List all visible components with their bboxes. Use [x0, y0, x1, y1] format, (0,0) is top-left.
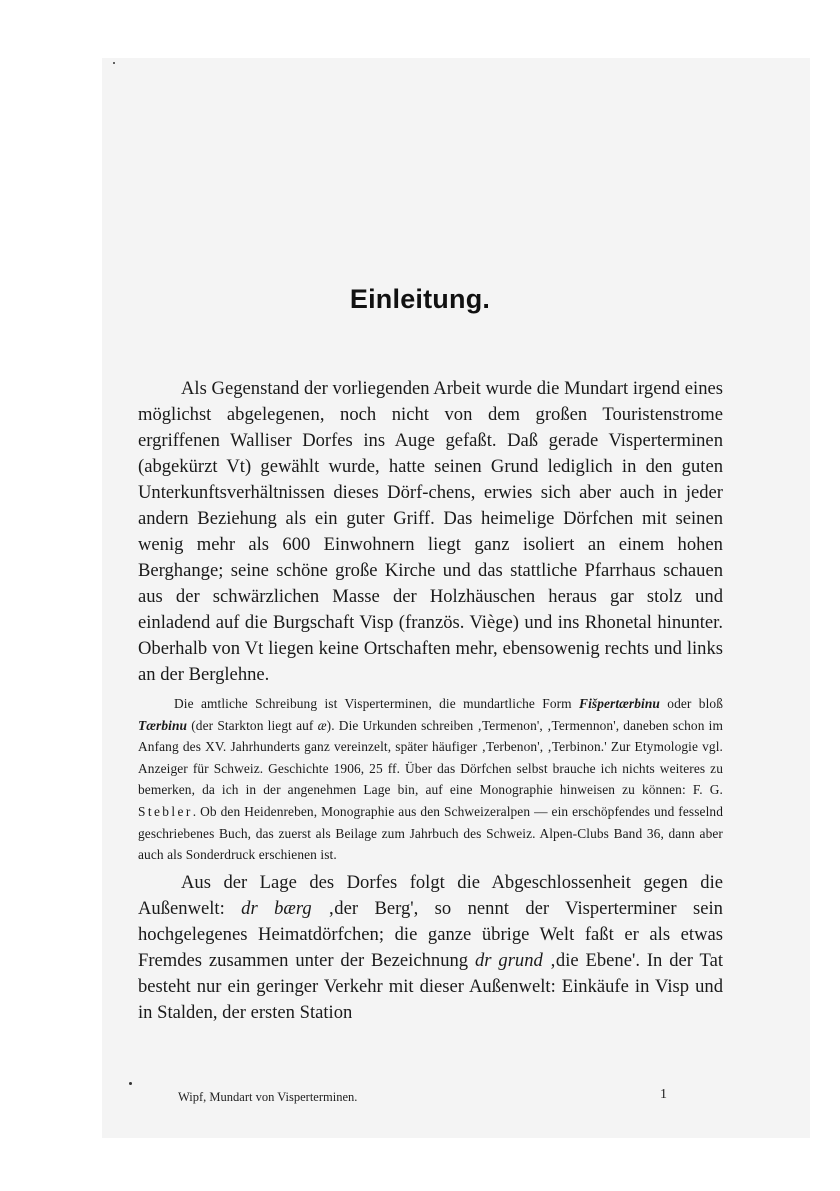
text-segment: Aus der Lage des Dorfes folgt die Abgeschlossenheit gegen die Außenwelt:	[138, 871, 723, 919]
text-line: und einladend auf die Burgschaft Visp (französ. Viège) und ins	[138, 586, 723, 633]
footnote-text: . Ob den Heidenreben, Monographie aus den Schweizeralpen — ein erschöpfendes und fesselnd geschriebenes Buch, das zuerst als Beilage zum Jahrbuch des Schweiz. Alpen-Clubs Band 36, dann aber auch als Sonderdruck erschienen ist.	[138, 803, 723, 863]
text-line: Grund lediglich in den guten Unterkunftsverhältnissen dieses Dörf-	[138, 456, 723, 503]
main-text	[138, 376, 723, 1026]
scan-speck	[113, 62, 115, 64]
text-segment: ‚der Berg', so nennt der Visperterminer sein hochgelegenes Heimatdörfchen; die ganze übrige Welt faßt er als etwas Fremdes zusammen unter der Bezeichnung	[138, 897, 723, 971]
paragraph-isolation	[138, 870, 723, 1026]
footnote-text: ). Die Urkunden schreiben ‚Termenon', ‚Termennon', daneben schon im Anfang des XV. Jahrhunderts ganz vereinzelt, später häufiger ‚Terbenon', ‚Terbinon.' Zur Etymologie vgl. Anzeiger für Schweiz. Geschichte 1906, 25 ff. Über das Dörfchen selbst brauche ich nichts weiteres zu bemerken, da ich in der angenehmen Lage bin, auf eine Monographie hinweisen zu können: F. G.	[138, 717, 723, 798]
text-line: irgend eines möglichst abgelegenen, noch nicht von dem großen	[138, 378, 723, 425]
running-footer: Wipf, Mundart von Visperterminen.	[178, 1090, 358, 1104]
text-line: aus der schwärzlichen Masse der Holzhäuschen heraus gar stolz	[138, 586, 682, 607]
text-line: Als Gegenstand der vorliegenden Arbeit wurde die Mundart	[181, 378, 629, 399]
footnote-text: Die amtliche Schreibung ist Visperterminen, die mundartliche Form	[174, 696, 572, 711]
text-segment: ‚die Ebene'. In der Tat besteht nur ein geringer Verkehr mit dieser Außenwelt: Einkäufe in Visp und in Stalden, der ersten Station	[138, 949, 723, 1023]
dialect-word: Tærbinu	[138, 717, 188, 733]
footnote-text: oder bloß	[667, 696, 724, 711]
text-line: seine schöne große Kirche und das stattliche Pfarrhaus schauen	[230, 560, 723, 581]
page-number: 1	[660, 1087, 667, 1102]
dialect-word: dr grund	[474, 949, 543, 971]
text-line: guter Griff. Das heimelige Dörfchen mit seinen wenig mehr als	[138, 508, 724, 555]
text-line: gerade Visperterminen (abgekürzt Vt) gewählt wurde, hatte seinen	[138, 430, 723, 477]
dialect-word: Fišpertærbinu	[579, 696, 660, 711]
page-title: Einleitung.	[349, 284, 491, 314]
text-line: 600 Einwohnern liegt ganz isoliert an einem hohen Berghange;	[138, 534, 723, 581]
dialect-letter: æ	[317, 717, 327, 733]
footnote-text: (der Starkton liegt auf	[191, 717, 314, 733]
text-line: mehr, ebensowenig rechts und links an der Berglehne.	[138, 638, 723, 685]
text-line: chens, erwies sich aber auch in jeder andern Beziehung als ein	[138, 482, 723, 529]
text-line: Rhonetal hinunter. Oberhalb von Vt liegen keine Ortschaften	[138, 612, 723, 659]
text-line: Touristenstrome ergriffenen Walliser Dorfes ins Auge gefaßt. Daß	[138, 404, 723, 451]
dialect-word: dr bærg	[241, 897, 312, 919]
footnote	[138, 693, 723, 866]
author-name: Stebler	[138, 803, 193, 819]
scan-speck	[129, 1082, 132, 1085]
paragraph-introduction	[138, 376, 723, 688]
